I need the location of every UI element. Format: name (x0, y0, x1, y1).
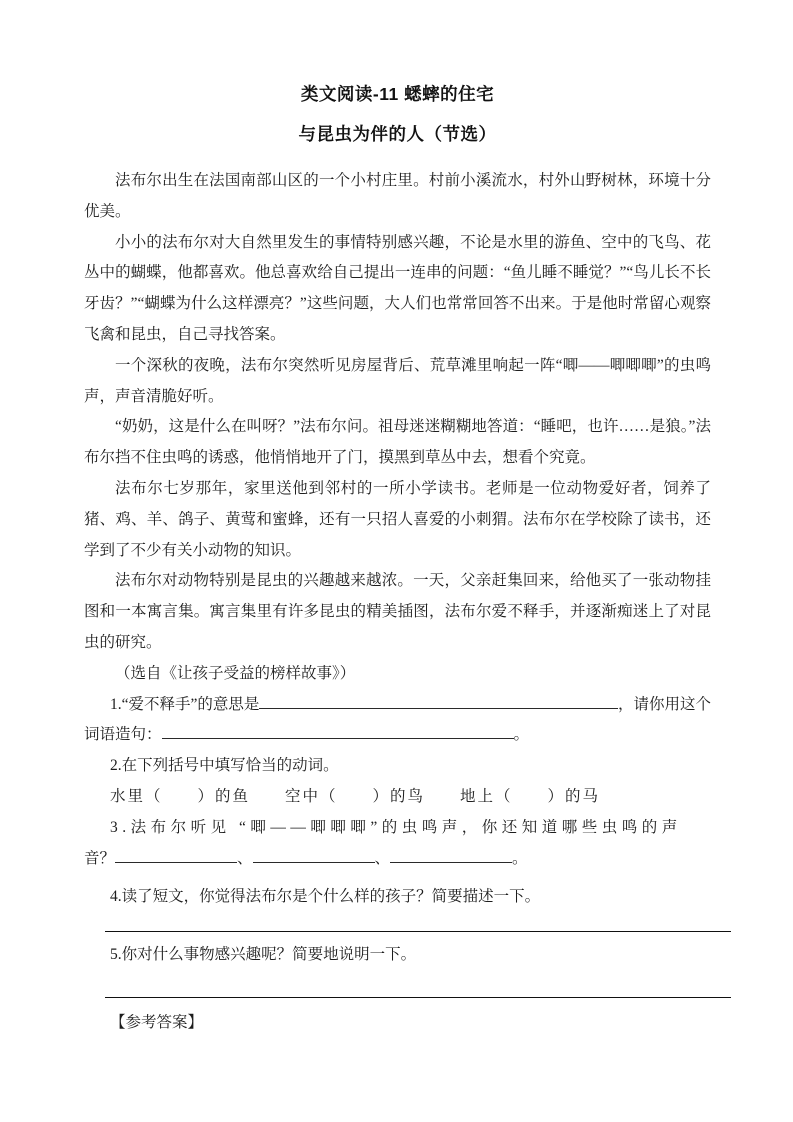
page-title: 类文阅读-11 蟋蟀的住宅 (300, 84, 495, 104)
question-1-period: 。 (513, 726, 530, 744)
question-1-sentence-label: 词语造句： (84, 726, 162, 744)
question-1-text-continued: ，请你用这个 (617, 695, 711, 713)
passage-paragraph-4: “奶奶，这是什么在叫呀？”法布尔问。祖母迷迷糊糊地答道：“睡吧，也许……是狼。”法布尔挡不住虫鸣的诱惑，他悄悄地开了门，摸黑到草丛中去，想看个究竟。 (84, 418, 711, 467)
question-4: 4.读了短文，你觉得法布尔是个什么样的孩子？简要描述一下。 (110, 888, 541, 906)
question-3-line-1: 3.法布尔听见 “唧——唧唧唧”的虫鸣声，你还知道哪些虫鸣的声 (110, 818, 682, 836)
passage-paragraph-1: 法布尔出生在法国南部山区的一个小村庄里。村前小溪流水，村外山野树林，环境十分优美。 (84, 172, 711, 220)
answer-rule-question-4[interactable] (105, 931, 731, 932)
question-1-blank-meaning[interactable] (259, 691, 618, 708)
question-2-items: 水里（ ）的鱼 空中（ ）的鸟 地上（ ）的马 (110, 787, 601, 805)
question-3-blank-3[interactable] (390, 845, 512, 862)
question-1-line-1 (84, 690, 711, 721)
question-3-blank-2[interactable] (253, 845, 375, 862)
passage (84, 166, 711, 690)
passage-paragraph-3: 一个深秋的夜晚，法布尔突然听见房屋背后、荒草滩里响起一阵“唧——唧唧唧”的虫鸣声，声音清脆好听。 (84, 356, 711, 405)
question-3-separator-2: 、 (374, 849, 391, 867)
answer-rule-question-5[interactable] (105, 997, 731, 998)
question-3-blank-1[interactable] (115, 845, 237, 862)
question-3-separator-1: 、 (237, 849, 253, 867)
passage-paragraph-2: 小小的法布尔对大自然里发生的事情特别感兴趣，不论是水里的游鱼、空中的飞鸟、花丛中的蝴蝶，他都喜欢。他总喜欢给自己提出一连串的问题：“鱼儿睡不睡觉？”“鸟儿长不长牙齿？”“蝴蝶为什么这样漂亮？”这些问题，大人们也常常回答不出来。于是他时常留心观察飞禽和昆虫，自己寻找答案。 (84, 233, 711, 343)
question-3-text: 音？ (84, 849, 116, 867)
question-3-line-2 (84, 844, 711, 875)
passage-paragraph-6: 法布尔对动物特别是昆虫的兴趣越来越浓。一天，父亲赶集回来，给他买了一张动物挂图和一本寓言集。寓言集里有许多昆虫的精美插图，法布尔爱不释手，并逐渐痴迷上了对昆虫的研究。 (84, 572, 711, 651)
question-5: 5.你对什么事物感兴趣呢？简要地说明一下。 (110, 946, 417, 964)
question-1-blank-sentence[interactable] (162, 722, 514, 739)
passage-title: 与昆虫为伴的人（节选） (298, 124, 497, 144)
question-1-line-2 (84, 720, 711, 751)
passage-paragraph-5: 法布尔七岁那年，家里送他到邻村的一所小学读书。老师是一位动物爱好者，饲养了猪、鸡、羊、鸽子、黄莺和蜜蜂，还有一只招人喜爱的小刺猬。法布尔在学校除了读书，还学到了不少有关小动物的知识。 (84, 479, 711, 559)
question-2: 2.在下列括号中填写恰当的动词。 (110, 757, 339, 775)
answer-key-heading: 【参考答案】 (110, 1013, 204, 1031)
question-3-period: 。 (512, 849, 528, 867)
question-list (84, 690, 711, 1039)
question-1-text: 1.“爱不释手”的意思是 (110, 695, 260, 713)
passage-attribution: （选自《让孩子受益的榜样故事》） (115, 664, 356, 682)
